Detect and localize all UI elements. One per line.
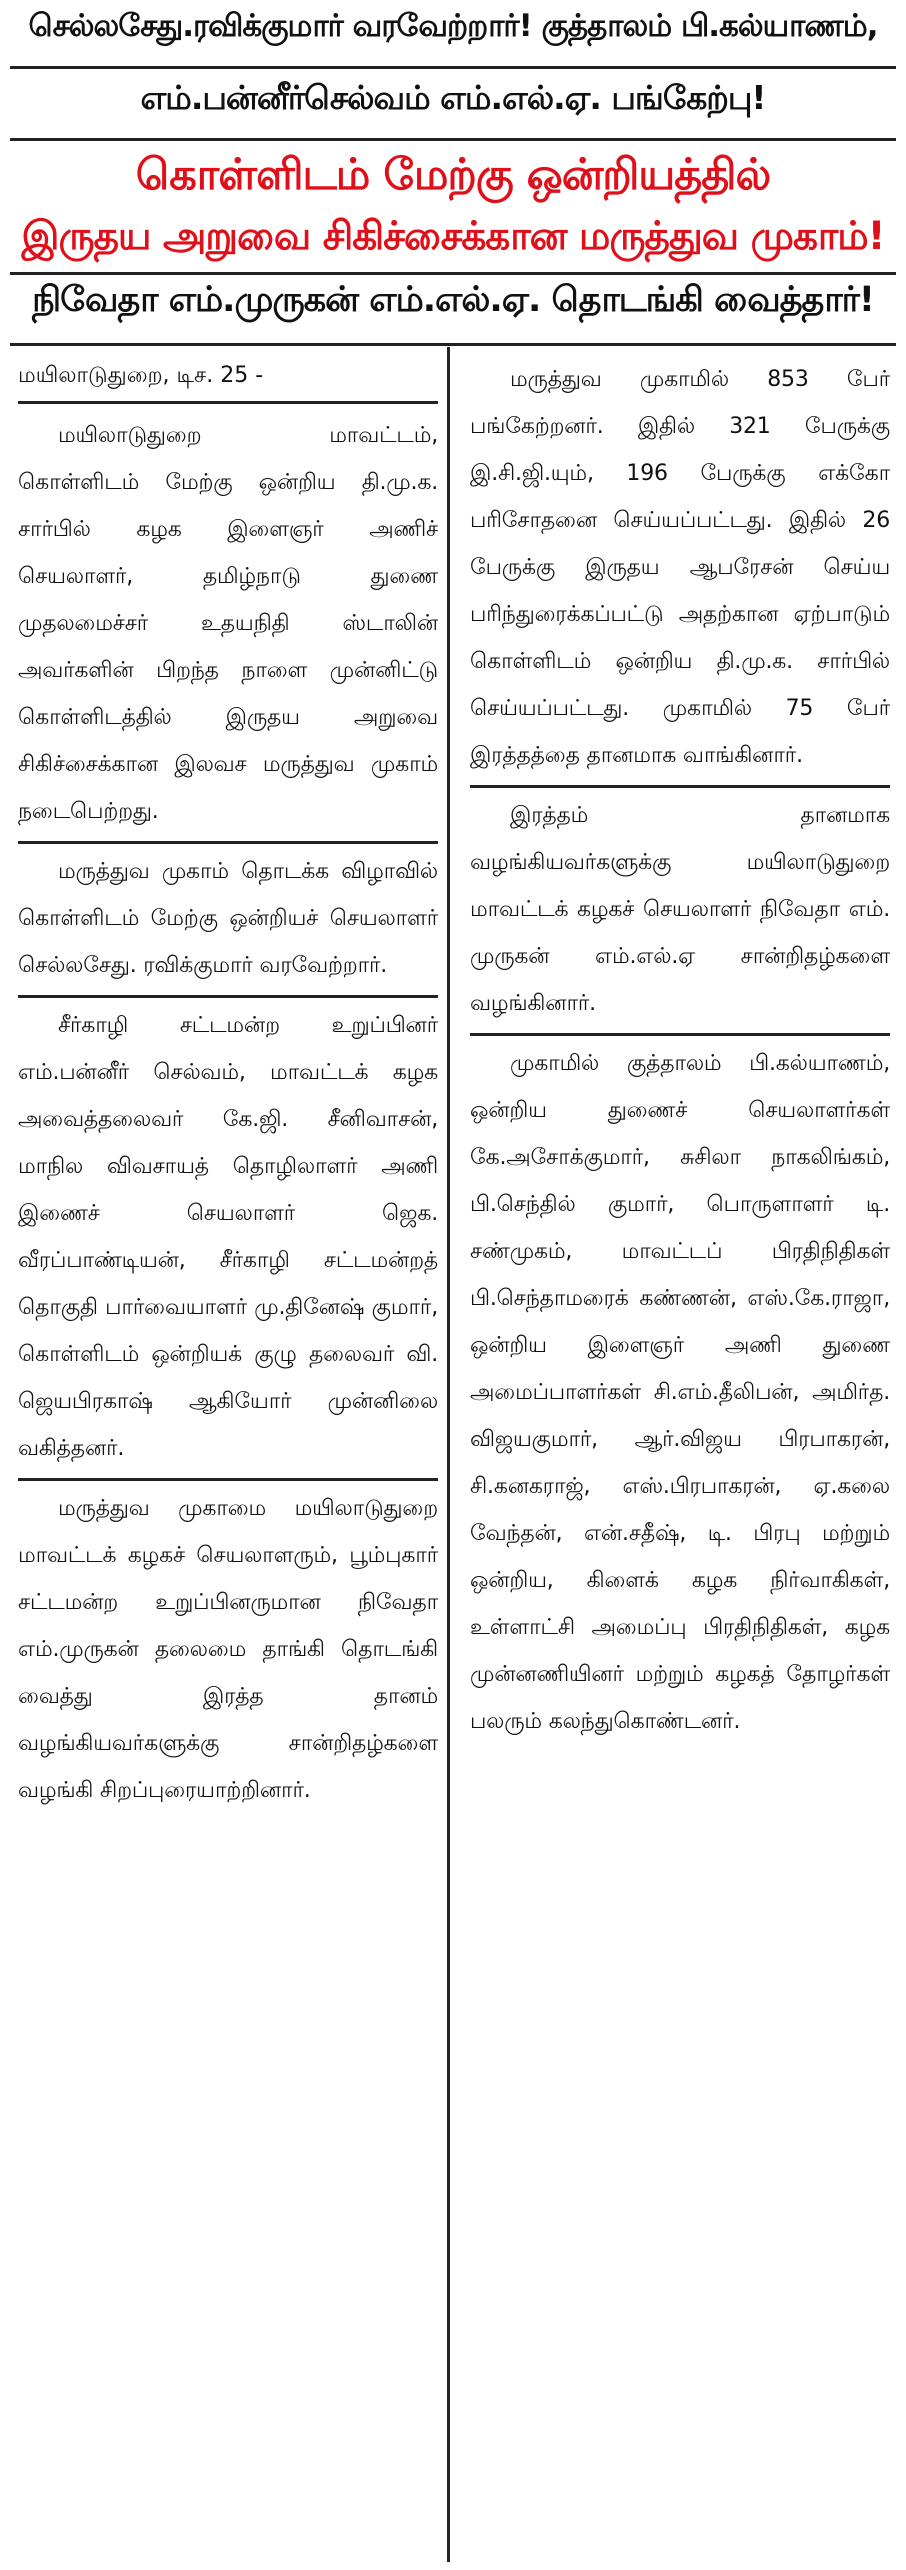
headline-divider bbox=[10, 138, 896, 141]
article-paragraph: மருத்துவ முகாமை மயிலாடுதுறை மாவட்டக் கழகச் செயலாளரும், பூம்புகார் சட்டமன்ற உறுப்பினருமான நிவேதா எம்.முருகன் தலைமை தாங்கி தொடங்கி வைத்து இரத்த தானம் வழங்கியவர்களுக்கு சான்றிதழ்களை வழங்கி சிறப்புரையாற்றினார். bbox=[18, 1496, 438, 1803]
headline-line-1: செல்லசேது.ரவிக்குமார் வரவேற்றார்! குத்தாலம் பி.கல்யாணம், bbox=[28, 8, 878, 44]
body-top-divider bbox=[10, 343, 896, 346]
article-paragraph: மருத்துவ முகாம் தொடக்க விழாவில் கொள்ளிடம் மேற்கு ஒன்றியச் செயலாளர் செல்லசேது. ரவிக்குமார் வரவேற்றார். bbox=[18, 844, 438, 998]
headline-line-2: எம்.பன்னீர்செல்வம் எம்.எல்.ஏ. பங்கேற்பு! bbox=[140, 78, 766, 117]
headline-line-4: இருதய அறுவை சிகிச்சைக்கான மருத்துவ முகாம்! bbox=[21, 214, 885, 259]
article-paragraph: மருத்துவ முகாமில் 853 பேர் பங்கேற்றனர். இதில் 321 பேருக்கு இ.சி.ஜி.யும், 196 பேருக்கு எக்கோ பரிசோதனை செய்யப்பட்டது. இதில் 26 பேருக்கு இருதய ஆபரேசன் செய்ய பரிந்துரைக்கப்பட்டு அதற்கான ஏற்பாடும் கொள்ளிடம் ஒன்றிய தி.மு.க. சார்பில் செய்யப்பட்டது. முகாமில் 75 பேர் இரத்தத்தை தானமாக வாங்கினார். bbox=[470, 352, 890, 788]
article-paragraph: மயிலாடுதுறை மாவட்டம், கொள்ளிடம் மேற்கு ஒன்றிய தி.மு.க. சார்பில் கழக இளைஞர் அணிச் செயலாளர், தமிழ்நாடு துணை முதலமைச்சர் உதயநிதி ஸ்டாலின் அவர்களின் பிறந்த நாளை முன்னிட்டு கொள்ளிடத்தில் இருதய அறுவை சிகிச்சைக்கான இலவச மருத்துவ முகாம் நடைபெற்றது. bbox=[18, 408, 438, 844]
column-divider bbox=[447, 347, 450, 2562]
article-paragraph: முகாமில் குத்தாலம் பி.கல்யாணம், ஒன்றிய துணைச் செயலாளர்கள் கே.அசோக்குமார், சுசிலா நாகலிங்கம், பி.செந்தில் குமார், பொருளாளர் டி. சண்முகம், மாவட்டப் பிரதிநிதிகள் பி.செந்தாமரைக் கண்ணன், எஸ்.கே.ராஜா, ஒன்றிய இளைஞர் அணி துணை அமைப்பாளர்கள் சி.எம்.தீலிபன், அமிர்த. விஜயகுமார், ஆர்.விஜய பிரபாகரன், சி.கனகராஜ், எஸ்.பிரபாகரன், ஏ.கலை வேந்தன், என்.சதீஷ், டி. பிரபு மற்றும் ஒன்றிய, கிளைக் கழக நிர்வாகிகள், உள்ளாட்சி அமைப்பு பிரதிநிதிகள், கழக முன்னணியினர் மற்றும் கழகத் தோழர்கள் பலரும் கலந்துகொண்டனர். bbox=[470, 1051, 890, 1734]
headline-divider bbox=[10, 272, 896, 275]
headline-divider bbox=[10, 66, 896, 69]
right-column bbox=[470, 352, 890, 1751]
dateline: மயிலாடுதுறை, டிச. 25 - bbox=[18, 352, 438, 404]
headline-line-3: கொள்ளிடம் மேற்கு ஒன்றியத்தில் bbox=[135, 150, 771, 200]
article-paragraph: இரத்தம் தானமாக வழங்கியவர்களுக்கு மயிலாடுதுறை மாவட்டக் கழகச் செயலாளர் நிவேதா எம். முருகன் எம்.எல்.ஏ சான்றிதழ்களை வழங்கினார். bbox=[470, 788, 890, 1036]
headline-line-5: நிவேதா எம்.முருகன் எம்.எல்.ஏ. தொடங்கி வைத்தார்! bbox=[32, 280, 874, 320]
left-column bbox=[18, 352, 438, 1820]
article-paragraph: சீர்காழி சட்டமன்ற உறுப்பினர் எம்.பன்னீர் செல்வம், மாவட்டக் கழக அவைத்தலைவர் கே.ஜி. சீனிவாசன், மாநில விவசாயத் தொழிலாளர் அணி இணைச் செயலாளர் ஜெக. வீரப்பாண்டியன், சீர்காழி சட்டமன்றத் தொகுதி பார்வையாளர் மு.தினேஷ் குமார், கொள்ளிடம் ஒன்றியக் குழு தலைவர் வி. ஜெயபிரகாஷ் ஆகியோர் முன்னிலை வகித்தனர். bbox=[18, 998, 438, 1481]
